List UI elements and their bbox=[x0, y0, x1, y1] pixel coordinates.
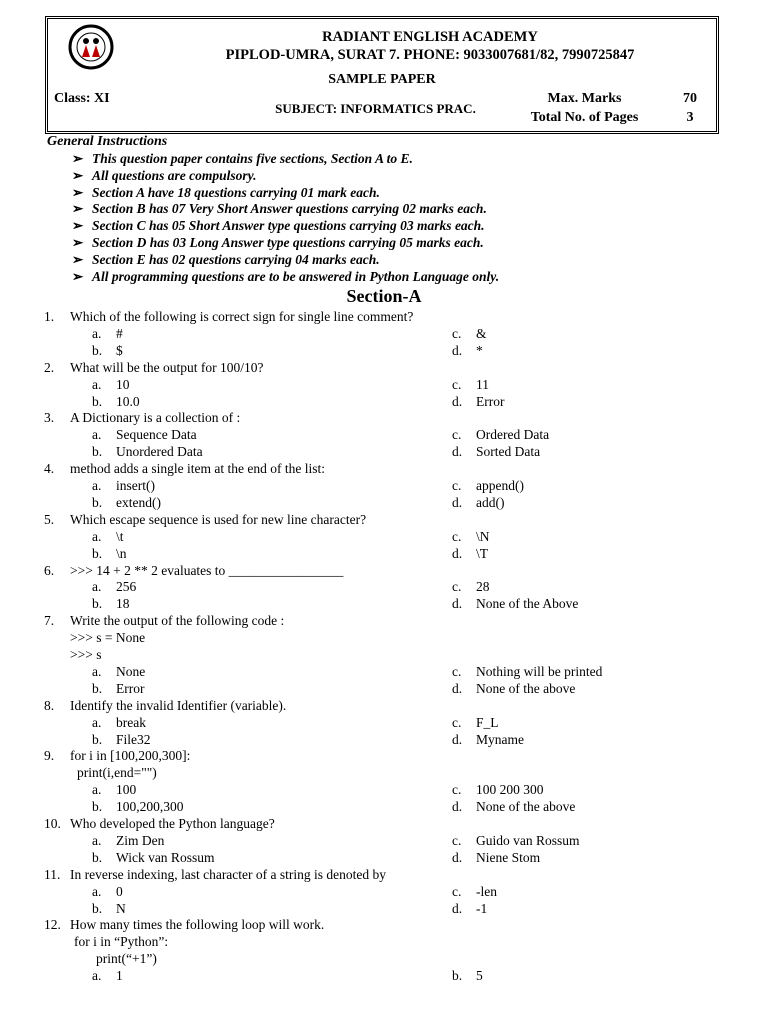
option-letter: d. bbox=[452, 799, 463, 815]
question-text: Who developed the Python language? bbox=[70, 816, 275, 831]
option-letter: b. bbox=[92, 393, 103, 409]
option-text: Nothing will be printed bbox=[476, 663, 603, 679]
option-text: Wick van Rossum bbox=[116, 849, 215, 865]
option-text: & bbox=[476, 325, 487, 341]
question-code-line: >>> s bbox=[70, 647, 102, 662]
option-text: File32 bbox=[116, 731, 151, 747]
option-letter: d. bbox=[452, 900, 463, 916]
arrow-bullet-icon: ➢ bbox=[72, 218, 84, 234]
option-text: \T bbox=[476, 545, 488, 561]
question-text: How many times the following loop will work. bbox=[70, 917, 325, 933]
option-letter: a. bbox=[92, 325, 102, 341]
option-text: Guido van Rossum bbox=[476, 832, 580, 848]
option-text: append() bbox=[476, 478, 524, 493]
option-letter: b. bbox=[92, 596, 103, 612]
option-text: add() bbox=[476, 494, 505, 510]
option-letter: d. bbox=[452, 393, 463, 409]
section-title: Section-A bbox=[346, 286, 422, 306]
option-text: F_L bbox=[476, 714, 499, 730]
question-text: Identify the invalid Identifier (variable). bbox=[70, 697, 287, 713]
option-text: Unordered Data bbox=[116, 444, 203, 460]
option-text: * bbox=[476, 342, 483, 358]
option-letter: a. bbox=[92, 579, 102, 595]
option-text: 18 bbox=[116, 596, 130, 612]
option-text: 1 bbox=[116, 968, 123, 984]
option-letter: b. bbox=[92, 494, 103, 510]
option-letter: b. bbox=[92, 444, 103, 460]
question-text: for i in [100,200,300]: bbox=[70, 748, 191, 764]
option-text: insert() bbox=[116, 478, 155, 493]
question-code-line: for i in “Python”: bbox=[74, 934, 169, 950]
option-text: None bbox=[116, 663, 146, 679]
option-letter: b. bbox=[92, 680, 103, 696]
option-text: 0 bbox=[116, 883, 123, 899]
option-text: 100,200,300 bbox=[116, 799, 184, 815]
question-text: method adds a single item at the end of the list: bbox=[70, 461, 325, 477]
question-number: 4. bbox=[44, 461, 55, 477]
question-number: 9. bbox=[44, 748, 55, 764]
question-number: 5. bbox=[44, 511, 55, 527]
option-text: 256 bbox=[116, 579, 137, 595]
school-crest-icon bbox=[62, 24, 120, 70]
option-letter: a. bbox=[92, 528, 102, 544]
max-marks-label: Max. Marks bbox=[547, 91, 622, 106]
option-text: Zim Den bbox=[116, 832, 165, 848]
option-letter: d. bbox=[452, 444, 463, 460]
option-letter: b. bbox=[452, 968, 463, 984]
option-text: N bbox=[116, 900, 126, 916]
option-text: $ bbox=[116, 342, 123, 358]
option-text: Niene Stom bbox=[476, 849, 541, 865]
question-number: 12. bbox=[44, 917, 61, 933]
option-text: Error bbox=[476, 393, 505, 409]
option-text: Error bbox=[116, 680, 145, 696]
question-text: Which of the following is correct sign for single line comment? bbox=[70, 309, 414, 324]
option-letter: b. bbox=[92, 545, 103, 561]
option-text: 10 bbox=[116, 376, 130, 392]
option-letter: c. bbox=[452, 376, 462, 392]
question-number: 1. bbox=[44, 309, 55, 324]
arrow-bullet-icon: ➢ bbox=[72, 201, 84, 217]
instruction-text: Section C has 05 Short Answer type questions carrying 03 marks each. bbox=[92, 218, 485, 234]
option-text: extend() bbox=[116, 494, 161, 510]
option-text: Sorted Data bbox=[476, 444, 541, 460]
question-text: A Dictionary is a collection of : bbox=[70, 410, 241, 426]
option-text: \t bbox=[116, 528, 124, 544]
option-letter: d. bbox=[452, 342, 463, 358]
option-text: 11 bbox=[476, 376, 489, 392]
option-letter: a. bbox=[92, 478, 102, 493]
instruction-item bbox=[72, 185, 380, 201]
option-text: -1 bbox=[476, 900, 488, 916]
option-letter: c. bbox=[452, 478, 462, 493]
option-letter: d. bbox=[452, 680, 463, 696]
option-text: \n bbox=[116, 545, 127, 561]
option-letter: a. bbox=[92, 376, 102, 392]
option-text: Myname bbox=[476, 731, 524, 747]
option-text: None of the above bbox=[476, 680, 576, 696]
option-letter: c. bbox=[452, 883, 462, 899]
option-letter: a. bbox=[92, 832, 102, 848]
question-number: 11. bbox=[44, 866, 61, 882]
question-text: In reverse indexing, last character of a string is denoted by bbox=[70, 866, 387, 882]
option-letter: c. bbox=[452, 579, 462, 595]
arrow-bullet-icon: ➢ bbox=[72, 235, 84, 250]
instruction-item bbox=[72, 235, 484, 251]
question-number: 7. bbox=[44, 613, 55, 629]
instruction-text: This question paper contains five sections, Section A to E. bbox=[92, 151, 413, 166]
instruction-text: Section D has 03 Long Answer type questions carrying 05 marks each. bbox=[92, 235, 484, 250]
option-letter: a. bbox=[92, 663, 102, 679]
pages-value: 3 bbox=[686, 110, 694, 125]
option-text: None of the above bbox=[476, 799, 576, 815]
option-text: 100 bbox=[116, 782, 137, 798]
option-letter: d. bbox=[452, 596, 463, 612]
arrow-bullet-icon: ➢ bbox=[72, 184, 84, 200]
question-number: 3. bbox=[44, 410, 55, 426]
option-letter: c. bbox=[452, 714, 462, 730]
option-letter: d. bbox=[452, 849, 463, 865]
instructions-heading: General Instructions bbox=[47, 134, 168, 149]
arrow-bullet-icon: ➢ bbox=[72, 151, 84, 166]
max-marks-value: 70 bbox=[683, 91, 697, 106]
option-letter: c. bbox=[452, 528, 462, 544]
option-text: # bbox=[116, 325, 123, 341]
question-number: 2. bbox=[44, 359, 55, 375]
option-letter: d. bbox=[452, 494, 463, 510]
option-letter: c. bbox=[452, 663, 462, 679]
question-text: Which escape sequence is used for new line character? bbox=[70, 511, 367, 527]
option-text: break bbox=[116, 714, 146, 730]
instruction-item bbox=[72, 151, 413, 167]
option-text: \N bbox=[476, 528, 490, 544]
option-letter: c. bbox=[452, 325, 462, 341]
school-address: PIPLOD-UMRA, SURAT 7. PHONE: 9033007681/82, 7990725847 bbox=[225, 47, 635, 63]
option-text: Sequence Data bbox=[116, 427, 197, 443]
class-label: Class: XI bbox=[54, 91, 110, 106]
instruction-item bbox=[72, 168, 257, 184]
option-text: 5 bbox=[476, 968, 483, 984]
option-text: -len bbox=[476, 883, 497, 899]
question-text: Write the output of the following code : bbox=[70, 613, 285, 629]
option-text: 10.0 bbox=[116, 393, 140, 409]
question-text: >>> 14 + 2 ** 2 evaluates to _________________ bbox=[70, 562, 344, 578]
option-letter: b. bbox=[92, 849, 103, 865]
option-letter: d. bbox=[452, 731, 463, 747]
arrow-bullet-icon: ➢ bbox=[72, 268, 84, 284]
instruction-item bbox=[72, 218, 485, 234]
pages-label: Total No. of Pages bbox=[530, 110, 639, 125]
option-letter: c. bbox=[452, 782, 462, 798]
option-letter: b. bbox=[92, 342, 103, 358]
option-letter: d. bbox=[452, 545, 463, 561]
question-text: What will be the output for 100/10? bbox=[70, 359, 264, 375]
question-number: 10. bbox=[44, 816, 61, 831]
instruction-text: Section B has 07 Very Short Answer questions carrying 02 marks each. bbox=[92, 201, 487, 217]
option-text: Ordered Data bbox=[476, 427, 550, 443]
option-letter: a. bbox=[92, 968, 102, 984]
school-name: RADIANT ENGLISH ACADEMY bbox=[322, 29, 538, 45]
question-number: 8. bbox=[44, 697, 55, 713]
question-code-line: print(“+1”) bbox=[96, 951, 157, 967]
option-letter: c. bbox=[452, 427, 462, 443]
option-letter: a. bbox=[92, 714, 102, 730]
option-letter: c. bbox=[452, 832, 462, 848]
instruction-text: All programming questions are to be answered in Python Language only. bbox=[92, 268, 500, 284]
instruction-text: Section E has 02 questions carrying 04 marks each. bbox=[92, 251, 380, 267]
instruction-text: Section A have 18 questions carrying 01 mark each. bbox=[92, 184, 380, 200]
option-letter: a. bbox=[92, 427, 102, 443]
option-letter: b. bbox=[92, 799, 103, 815]
paper-type: SAMPLE PAPER bbox=[328, 72, 436, 87]
option-letter: a. bbox=[92, 782, 102, 798]
question-number: 6. bbox=[44, 562, 55, 578]
option-text: 28 bbox=[476, 579, 490, 595]
instruction-item bbox=[72, 269, 499, 285]
instruction-item bbox=[72, 252, 380, 268]
instruction-text: All questions are compulsory. bbox=[92, 167, 257, 183]
option-text: None of the Above bbox=[476, 596, 579, 612]
arrow-bullet-icon: ➢ bbox=[72, 167, 84, 183]
option-letter: b. bbox=[92, 900, 103, 916]
option-text: 100 200 300 bbox=[476, 782, 544, 798]
question-code-line: print(i,end="") bbox=[77, 765, 157, 781]
question-code-line: >>> s = None bbox=[70, 630, 146, 646]
option-letter: b. bbox=[92, 731, 103, 747]
instruction-item bbox=[72, 201, 487, 217]
option-letter: a. bbox=[92, 883, 102, 899]
arrow-bullet-icon: ➢ bbox=[72, 251, 84, 267]
subject-label: SUBJECT: INFORMATICS PRAC. bbox=[275, 101, 476, 116]
